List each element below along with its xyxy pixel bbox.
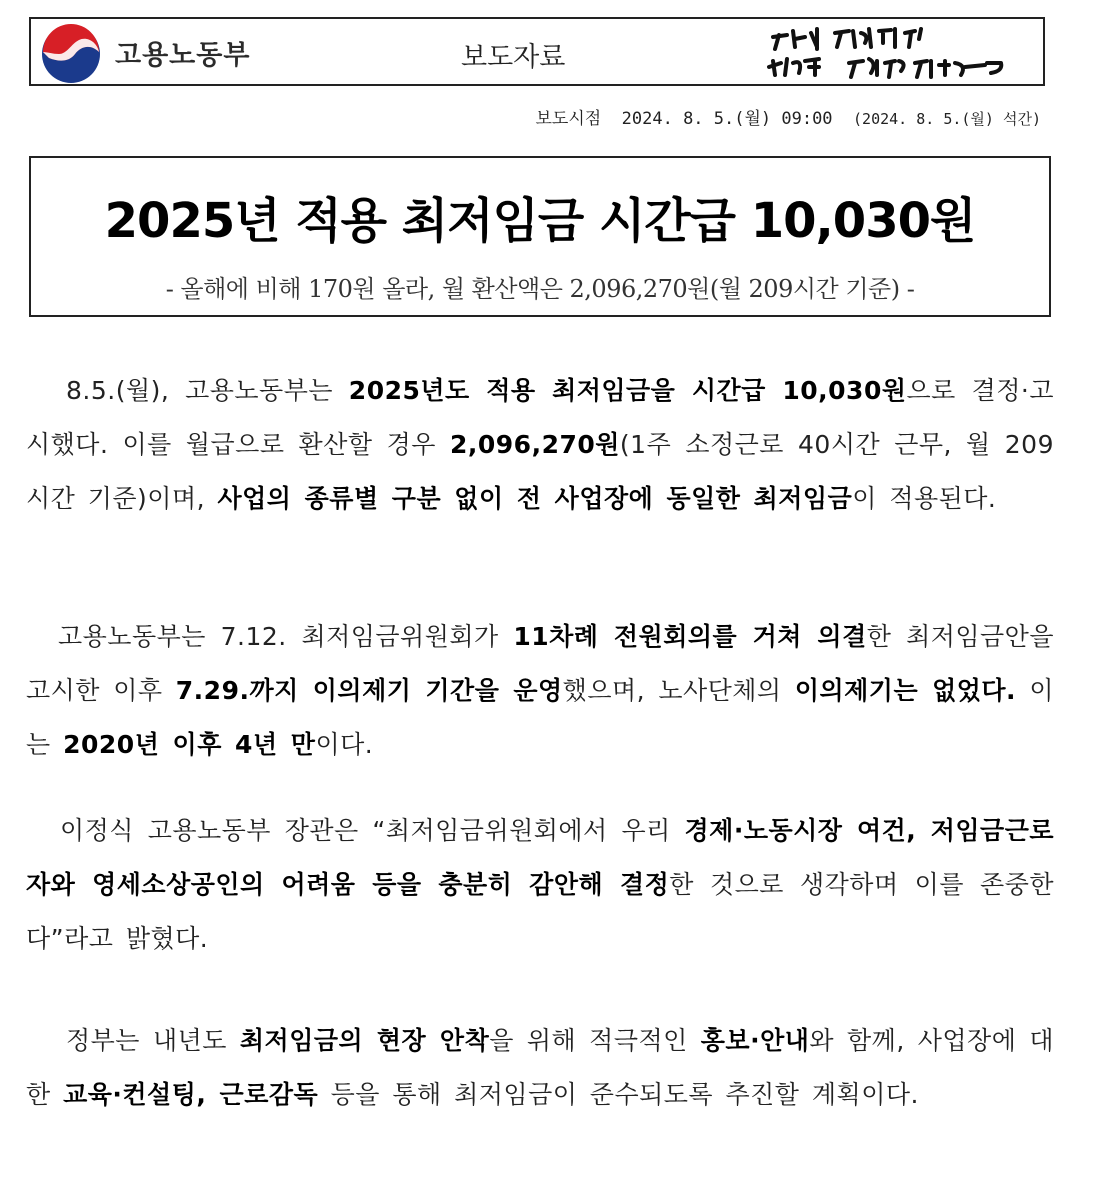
- p4-bold-2: 홍보·안내: [700, 1026, 810, 1055]
- p4-text-3: 와 함께, 사업장에 대한: [26, 1026, 1054, 1109]
- paragraph-2: [26, 610, 1054, 772]
- ministry-name: 고용노동부: [115, 40, 251, 71]
- government-emblem-logo: [41, 24, 101, 84]
- p3-bold-1: 경제·노동시장 여건, 저임금근로자와 영세소상공인의 어려움 등을 충분히 감안해 결정: [26, 816, 1054, 899]
- p1-bold-3: 사업의 종류별 구분 없이 전 사업장에 동일한 최저임금: [217, 484, 853, 513]
- p1-text-1: 8.5.(월), 고용노동부는: [66, 376, 349, 405]
- p2-bold-3: 이의제기는 없었다.: [794, 676, 1017, 705]
- p2-bold-1: 11차례 전원회의를 거쳐 의결: [513, 622, 867, 651]
- p2-text-3: 했으며, 노사단체의: [562, 676, 795, 705]
- release-time: [535, 104, 1041, 129]
- paragraph-1: [26, 364, 1054, 526]
- p4-text-4: 등을 통해 최저임금이 준수되도록 추진할 계획이다.: [318, 1080, 919, 1109]
- p3-text-2: 한 것으로 생각하며 이를 존중한다”라고 밝혔다.: [26, 870, 1054, 953]
- p4-bold-1: 최저임금의 현장 안착: [239, 1026, 490, 1055]
- press-header: [29, 17, 1045, 86]
- p2-text-4: 이는: [26, 676, 1054, 759]
- p1-text-4: 이 적용된다.: [852, 484, 997, 513]
- release-datetime: 2024. 8. 5.(월) 09:00: [621, 109, 833, 129]
- p3-text-1: 이정식 고용노동부 장관은 “최저임금위원회에서 우리: [60, 816, 685, 845]
- p2-bold-2: 7.29.까지 이의제기 기간을 운영: [175, 676, 563, 705]
- release-label: 보도시점: [535, 109, 602, 129]
- paragraph-4: [26, 1014, 1054, 1122]
- p1-bold-1: 2025년도 적용 최저임금을 시간급 10,030원: [348, 376, 907, 405]
- p2-text-5: 이다.: [315, 730, 374, 759]
- document-type-title: 보도자료: [461, 42, 566, 73]
- headline-box: [29, 156, 1051, 317]
- p2-text-2: 한 최저임금안을 고시한 이후: [26, 622, 1054, 705]
- p4-text-1: 정부는 내년도: [66, 1026, 240, 1055]
- p1-bold-2: 2,096,270원: [450, 430, 620, 459]
- p1-text-3: (1주 소정근로 40시간 근무, 월 209시간 기준)이며,: [26, 430, 1054, 513]
- embargo-note: (2024. 8. 5.(월) 석간): [853, 110, 1041, 128]
- p4-bold-3: 교육·컨설팅, 근로감독: [63, 1080, 319, 1109]
- sub-headline: - 올해에 비해 170원 올라, 월 환산액은 2,096,270원(월 209시간 기준) -: [165, 275, 915, 303]
- p1-text-2: 으로 결정·고시했다. 이를 월급으로 환산할 경우: [26, 376, 1054, 459]
- paragraph-3: [26, 804, 1054, 966]
- p2-bold-4: 2020년 이후 4년 만: [63, 730, 316, 759]
- headline: 2025년 적용 최저임금 시간급 10,030원: [104, 193, 976, 249]
- handwritten-slogan: [765, 23, 1025, 81]
- p4-text-2: 을 위해 적극적인: [489, 1026, 701, 1055]
- p2-text-1: 고용노동부는 7.12. 최저임금위원회가: [58, 622, 514, 651]
